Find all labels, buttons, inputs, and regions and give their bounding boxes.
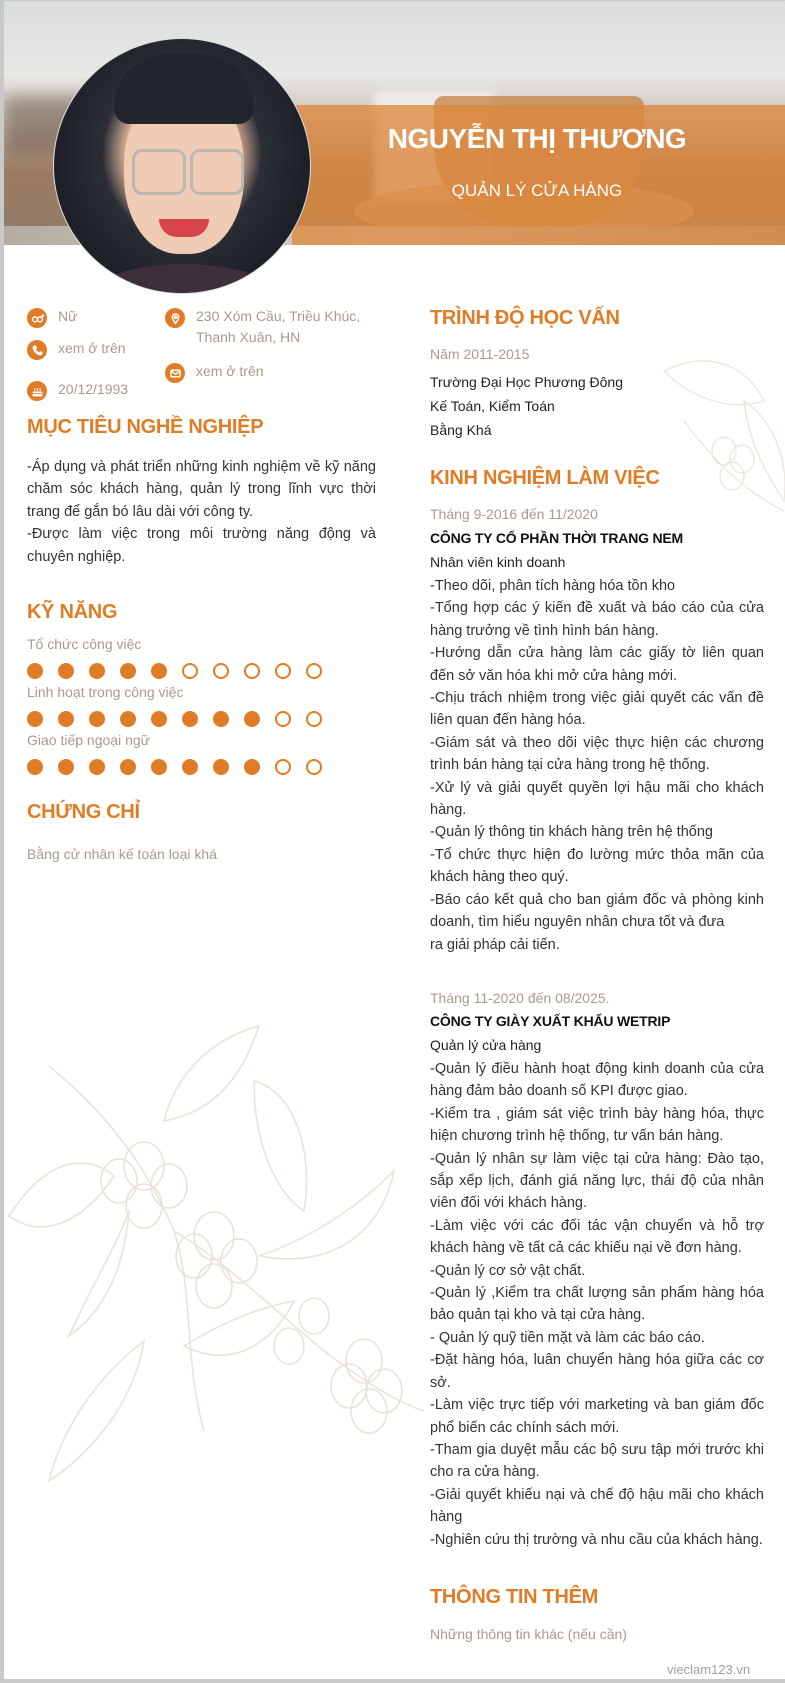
job-duty-line: -Tham gia duyệt mẫu các bộ sưu tập mới trước khi cho ra cửa hàng. [430,1441,764,1481]
job-duty-line: -Hướng dẫn cửa hàng làm các giấy tờ liên quan đến sở văn hóa khi mở cửa hàng mới. [430,645,764,684]
objective-paragraph: -Được làm việc trong môi trường năng động và chuyên nghiệp. [27,526,376,565]
job-role: Nhân viên kinh doanh [430,554,566,570]
job-duty-line: -Làm việc với các đối tác vận chuyển và hỗ trợ khách hàng về tất cả các khiếu nại về đơn hàng. [430,1217,764,1257]
email-info [165,363,264,383]
experience-heading: KINH NGHIỆM LÀM VIỆC [430,467,660,489]
skill-label: Tổ chức công việc [27,636,142,652]
avatar [53,38,311,294]
address-info [165,308,360,348]
address-line-2: Thanh Xuân, HN [196,329,301,345]
skill-label: Linh hoạt trong công việc [27,684,184,700]
watermark: vieclam123.vn [667,1662,751,1677]
job-duty-line: -Xử lý và giải quyết quyền lợi hậu mãi cho khách hàng. [430,779,764,819]
rating-dot-empty [244,663,260,679]
job-company: CÔNG TY GIÀY XUẤT KHẨU WETRIP [430,1013,671,1029]
job-duty-line: - Quản lý quỹ tiền mặt và làm các báo cáo. [430,1329,705,1346]
birthday-cake-icon [27,381,47,401]
rating-dot-filled [89,711,105,727]
rating-dot-empty [275,759,291,775]
job-title: QUẢN LÝ CỬA HÀNG [451,181,623,200]
skill-rating [27,759,322,775]
rating-dot-filled [27,759,43,775]
certificates-heading: CHỨNG CHỈ [27,801,140,823]
rating-dot-filled [27,711,43,727]
rating-dot-empty [306,759,322,775]
phone-value: xem ở trên [58,340,126,356]
rating-dot-filled [151,759,167,775]
coffee-branch-decoration-top [644,341,785,541]
rating-dot-filled [213,759,229,775]
cv-page [4,1,785,1679]
location-pin-icon [165,308,185,328]
job-duties [430,1058,764,1551]
gender-value: Nữ [58,308,78,324]
rating-dot-empty [306,663,322,679]
education-major: Kế Toán, Kiểm Toán [430,398,555,414]
email-value: xem ở trên [196,363,264,379]
objective-paragraph: -Áp dụng và phát triển những kinh nghiệm về kỹ năng chăm sóc khách hàng, quản lý trong lĩnh vực thời trang để gắn bó lâu dài với công ty. [27,459,376,520]
job-period: Tháng 9-2016 đến 11/2020 [430,506,598,522]
objective-text [27,456,376,568]
job-duty-line: -Chịu trách nhiệm trong việc giải quyết các vấn đề liên quan đến hàng hóa. [430,690,764,729]
job-duty-line: -Quản lý ,Kiểm tra chất lượng sản phẩm hàng hóa bảo quản tại kho và tại cửa hàng. [430,1285,764,1324]
rating-dot-empty [275,711,291,727]
rating-dot-filled [213,711,229,727]
rating-dot-filled [58,759,74,775]
rating-dot-filled [244,711,260,727]
job-duty-line: -Quản lý cơ sở vật chất. [430,1262,586,1279]
job-duty-line: -Theo dõi, phân tích hàng hóa tồn kho [430,578,676,594]
skill-label: Giao tiếp ngoại ngữ [27,732,151,748]
job-duty-line: -Quản lý điều hành hoạt động kinh doanh của cửa hàng đảm bảo doanh số KPI được giao. [430,1061,764,1100]
job-duty-line: -Đặt hàng hóa, luân chuyển hàng hóa giữa các cơ sở. [430,1352,764,1391]
phone-info [27,340,126,360]
job-duty-line: -Nghiên cứu thị trường và nhu cầu của khách hàng. [430,1531,763,1548]
job-duty-line: -Tổ chức thực hiện đo lường mức thỏa mãn của khách hàng theo quý. [430,846,764,886]
certificate-item: Bằng cử nhân kế toán loại khá [27,846,217,862]
rating-dot-filled [120,759,136,775]
job-company: CÔNG TY CỔ PHẦN THỜI TRANG NEM [430,530,684,546]
rating-dot-filled [89,759,105,775]
job-duties [430,575,764,956]
rating-dot-empty [182,663,198,679]
gender-icon [27,308,47,328]
education-period: Năm 2011-2015 [430,346,530,362]
rating-dot-filled [89,663,105,679]
rating-dot-filled [182,711,198,727]
additional-info-heading: THÔNG TIN THÊM [430,1586,599,1608]
coffee-branch-decoration [4,1001,424,1501]
education-heading: TRÌNH ĐỘ HỌC VẤN [430,307,620,329]
address-line-1: 230 Xóm Cầu, Triều Khúc, [196,308,361,324]
job-duty-line: ra giải pháp cải tiến. [430,936,560,953]
job-duty-line: -Quản lý thông tin khách hàng trên hệ thống [430,824,713,841]
additional-info-text: Những thông tin khác (nếu cần) [430,1626,627,1642]
rating-dot-filled [120,663,136,679]
job-period: Tháng 11-2020 đến 08/2025. [430,990,610,1006]
candidate-name: NGUYỄN THỊ THƯƠNG [387,123,687,154]
rating-dot-filled [244,759,260,775]
job-duty-line: -Làm việc trực tiếp với marketing và ban giám đốc phổ biến các chính sách mới. [430,1397,764,1436]
rating-dot-filled [182,759,198,775]
skill-rating [27,663,322,679]
rating-dot-filled [151,663,167,679]
rating-dot-filled [120,711,136,727]
job-duty-line: -Giám sát và theo dõi việc thực hiện các chương trình bán hàng tại cửa hàng trong hệ thống. [430,734,764,774]
job-duty-line: -Báo cáo kết quả cho ban giám đốc và phòng kinh doanh, tìm hiểu nguyên nhân chưa tốt và đưa [430,891,764,931]
rating-dot-empty [213,663,229,679]
education-school: Trường Đại Học Phương Đông [430,374,623,390]
education-degree: Bằng Khá [430,422,492,438]
job-duty-line: -Giải quyết khiếu nại và chế độ hậu mãi cho khách hàng [430,1486,764,1526]
envelope-icon [165,363,185,383]
phone-icon [27,340,47,360]
job-duty-line: -Tổng hợp các ý kiến đề xuất và báo cáo của cửa hàng trưởng về tình hình bán hàng. [430,600,764,639]
rating-dot-filled [58,711,74,727]
rating-dot-filled [151,711,167,727]
rating-dot-empty [306,711,322,727]
birthday-value: 20/12/1993 [58,381,129,397]
job-duty-line: -Kiểm tra , giám sát việc trình bày hàng hóa, thực hiện chương trình hệ thống, tư vấn bán hàng. [430,1105,764,1145]
rating-dot-filled [58,663,74,679]
rating-dot-empty [275,663,291,679]
job-role: Quản lý cửa hàng [430,1037,542,1053]
gender-info [27,308,77,328]
job-duty-line: -Quản lý nhân sự làm việc tại cửa hàng: Đào tạo, sắp xếp lịch, đánh giá năng lực, thái độ của nhân viên đối với khách hàng. [430,1150,764,1212]
objective-heading: MỤC TIÊU NGHỀ NGHIỆP [27,416,264,438]
birthday-info [27,381,128,401]
skills-heading: KỸ NĂNG [27,601,118,623]
rating-dot-filled [27,663,43,679]
skill-rating [27,711,322,727]
